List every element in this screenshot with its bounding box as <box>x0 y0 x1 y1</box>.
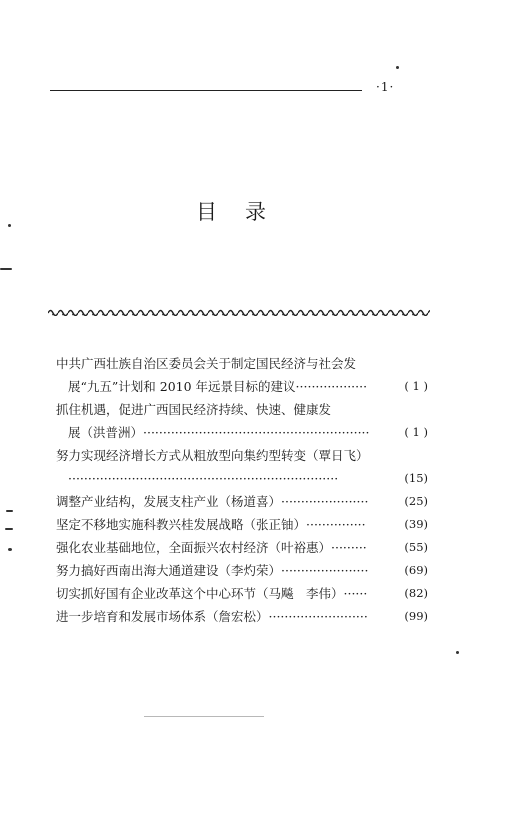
toc-entry-title: 进一步培育和发展市场体系（詹宏松） <box>56 609 269 624</box>
toc-leader-dots: ························· <box>268 609 368 624</box>
toc-line <box>56 582 436 605</box>
toc-entry-title: 展（洪普洲） <box>68 425 144 440</box>
toc-entry <box>56 559 436 582</box>
toc-line <box>56 536 436 559</box>
toc-leader-dots: ······················ <box>281 563 369 578</box>
scan-speck <box>0 268 12 270</box>
scan-speck <box>8 224 11 227</box>
toc-line <box>56 513 436 536</box>
toc-page-number: (55) <box>404 540 428 554</box>
page-title: 目录 <box>196 200 294 224</box>
toc-leader-dots: ························································· <box>143 425 370 440</box>
toc-line <box>56 375 436 398</box>
toc-entry <box>56 536 436 559</box>
scan-speck <box>396 66 399 69</box>
toc-entry-title: 展“九五”计划和 2010 年远景目标的建议 <box>68 379 296 394</box>
toc-entry-title: 坚定不移地实施科教兴桂发展战略（张正铀） <box>56 517 307 532</box>
toc-line <box>56 559 436 582</box>
scan-speck <box>5 528 13 530</box>
toc-entry-title: 切实抓好国有企业改革这个中心环节（马飚 李伟） <box>56 586 344 601</box>
scan-speck <box>456 651 459 654</box>
toc-page-number: ( 1 ) <box>404 379 428 393</box>
toc-page-number: (82) <box>404 586 428 600</box>
toc-line <box>56 398 436 421</box>
toc-leader-dots: ········· <box>331 540 367 555</box>
toc-line <box>56 352 436 375</box>
toc-page-number: (69) <box>404 563 428 577</box>
toc-page-number: ( 1 ) <box>404 425 428 439</box>
page-number: ·1· <box>376 80 395 94</box>
toc-page-number: (39) <box>404 517 428 531</box>
toc-page-number: (25) <box>404 494 428 508</box>
toc-entry-title: 中共广西壮族自治区委员会关于制定国民经济与社会发 <box>56 356 357 371</box>
toc-leader-dots: ···································································· <box>68 471 339 486</box>
toc-leader-dots: ··············· <box>306 517 366 532</box>
toc-entry <box>56 513 436 536</box>
toc-entry-title: 强化农业基础地位，全面振兴农村经济（叶裕惠） <box>56 540 332 555</box>
toc-entry-title: 抓住机遇，促进广西国民经济持续、快速、健康发 <box>56 402 332 417</box>
toc-entry <box>56 490 436 513</box>
toc-leader-dots: ······················ <box>281 494 369 509</box>
toc-entry <box>56 582 436 605</box>
toc-line <box>56 605 436 628</box>
scan-speck <box>144 716 264 717</box>
toc-entry <box>56 352 436 398</box>
toc-page-number: (99) <box>404 609 428 623</box>
toc-entry-title: 努力实现经济增长方式从粗放型向集约型转变（覃日飞） <box>56 448 369 463</box>
toc-entry <box>56 605 436 628</box>
toc-entry-title: 调整产业结构，发展支柱产业（杨道喜） <box>56 494 282 509</box>
toc-line <box>56 490 436 513</box>
table-of-contents <box>56 352 436 628</box>
toc-page-number: (15) <box>404 471 428 485</box>
toc-line <box>56 467 436 490</box>
decorative-border <box>48 308 430 316</box>
toc-line <box>56 421 436 444</box>
toc-leader-dots: ·················· <box>295 379 368 394</box>
scan-speck <box>6 510 13 512</box>
header-rule <box>50 90 362 91</box>
toc-entry-title: 努力搞好西南出海大通道建设（李灼荣） <box>56 563 282 578</box>
scan-speck <box>8 548 12 551</box>
toc-leader-dots: ······ <box>343 586 368 601</box>
toc-entry <box>56 444 436 490</box>
toc-line <box>56 444 436 467</box>
toc-entry <box>56 398 436 444</box>
